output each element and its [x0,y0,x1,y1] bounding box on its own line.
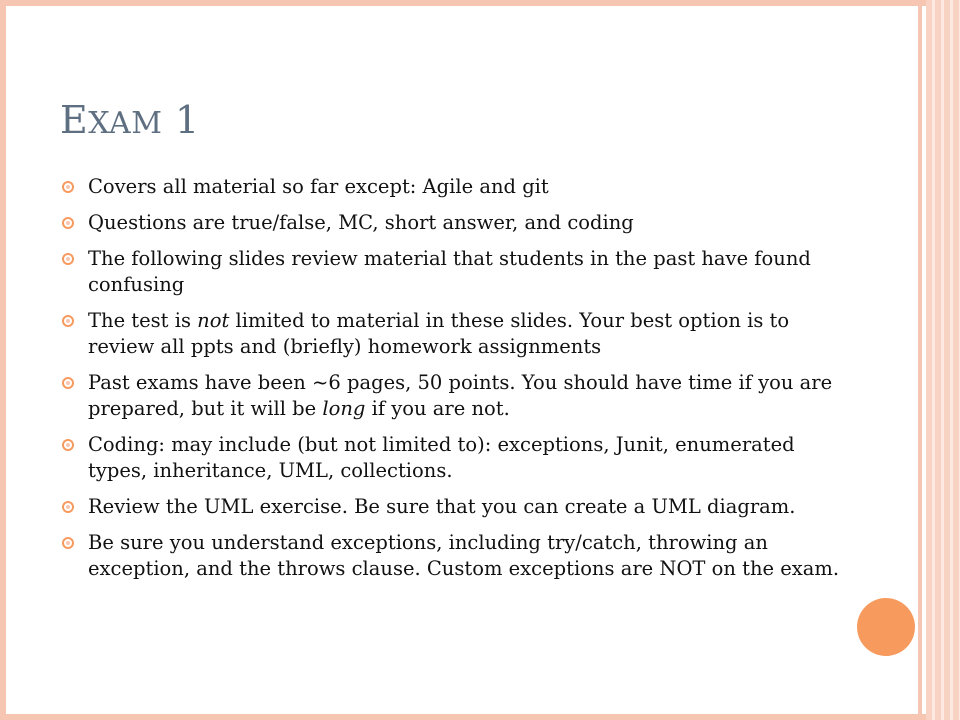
bullet-text: Questions are true/false, MC, short answer, and coding [88,211,634,234]
bullet-text-pre: Past exams have been ~6 pages, 50 points. You should have time if you are prepared, but it will be [88,371,833,420]
top-border [0,0,960,6]
bullet-circle-icon [62,439,74,451]
bullet-text-emphasis: not [197,309,230,332]
bullet-list [62,174,842,592]
bullet-circle-icon [62,537,74,549]
bullet-item [62,308,842,360]
bottom-border [0,714,960,720]
bullet-text-post: if you are not. [365,397,510,420]
bullet-text-pre: The test is [88,309,198,332]
slide-title [60,98,200,142]
bullet-text: The following slides review material that students in the past have found confusing [88,247,811,296]
bullet-text-emphasis: long [322,397,366,420]
bullet-text: Coding: may include (but not limited to): exceptions, Junit, enumerated types, inheritance, UML, collections. [88,433,795,482]
bullet-circle-icon [62,217,74,229]
right-border [918,0,922,720]
bullet-text: Covers all material so far except: Agile and git [88,175,549,198]
left-border [0,0,6,720]
title-cap: E [60,98,89,142]
title-rest: XAM [88,106,163,141]
bullet-text: Review the UML exercise. Be sure that you can create a UML diagram. [88,495,796,518]
bullet-text-post: limited to material in these slides. Your best option is to review all ppts and (briefly) homework assignments [88,309,790,358]
decorative-circle-icon [857,598,915,656]
bullet-item [62,246,842,298]
bullet-circle-icon [62,253,74,265]
bullet-item [62,174,842,200]
bullet-circle-icon [62,181,74,193]
bullet-text: Be sure you understand exceptions, including try/catch, throwing an exception, and the throws clause. Custom exceptions are NOT on the exam. [88,531,840,580]
bullet-item [62,370,842,422]
bullet-item [62,432,842,484]
bullet-item [62,530,842,582]
bullet-item [62,494,842,520]
bullet-circle-icon [62,501,74,513]
bullet-item [62,210,842,236]
title-number: 1 [162,98,200,142]
bullet-circle-icon [62,315,74,327]
decorative-stripes [926,0,960,720]
bullet-circle-icon [62,377,74,389]
